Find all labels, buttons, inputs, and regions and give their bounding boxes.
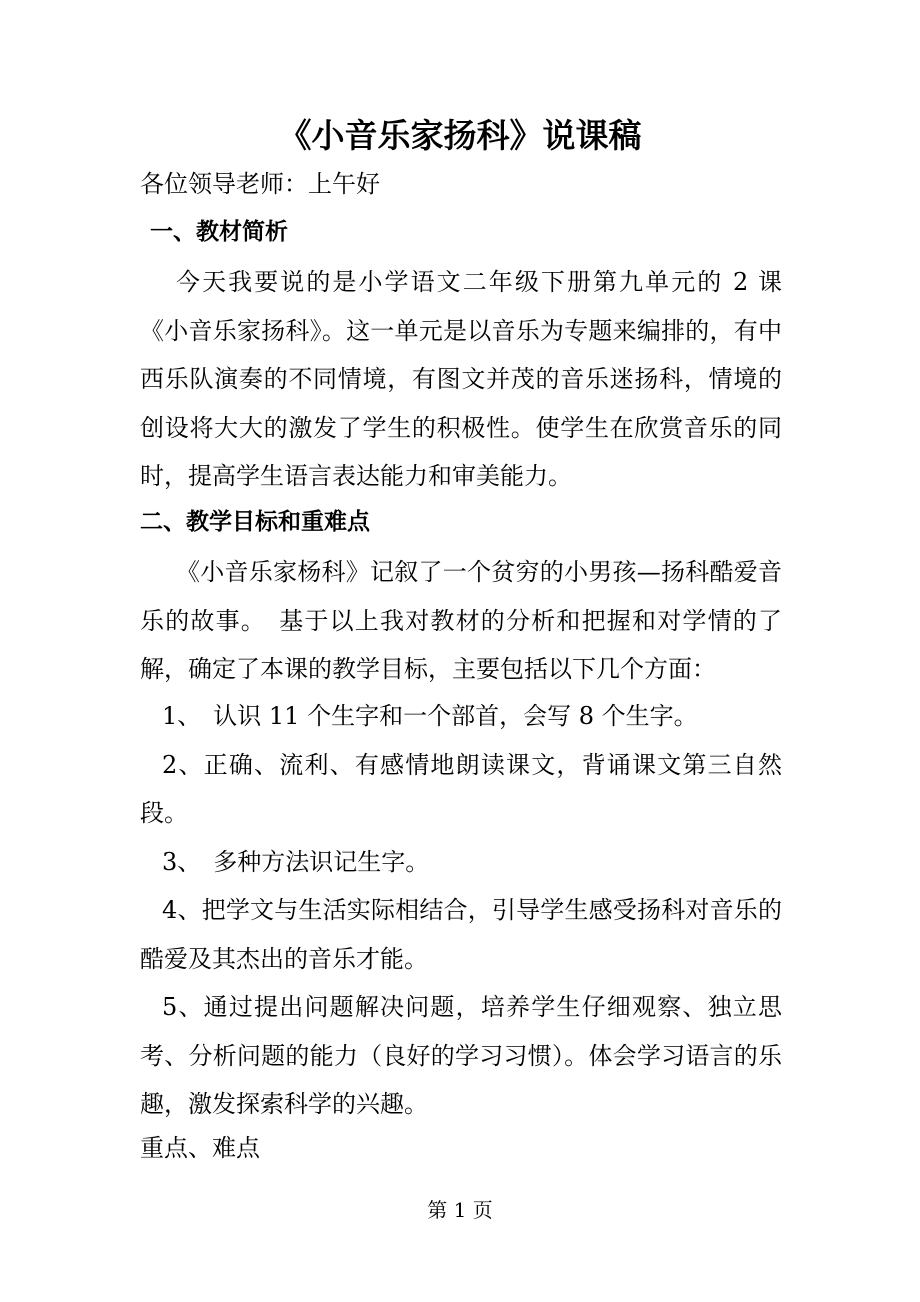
greeting: 各位领导老师：上午好 <box>140 170 380 198</box>
goals-list <box>140 692 782 1129</box>
section-heading-materials: 一、教材简析 <box>150 219 288 245</box>
key-points-label: 重点、难点 <box>140 1134 260 1162</box>
goal-item: 5、通过提出问题解决问题，培养学生仔细观察、独立思考、分析问题的能力（良好的学习习惯）。体会学习语言的乐趣，激发探索科学的兴趣。 <box>140 993 782 1118</box>
section-paragraph-goals: 《小音乐家杨科》记叙了一个贫穷的小男孩—扬科酷爱音乐的故事。 基于以上我对教材的分析和把握和对学情的了解，确定了本课的教学目标，主要包括以下几个方面： <box>140 558 782 683</box>
goal-item: 1、 认识 11 个生字和一个部首，会写 8 个生字。 <box>162 702 698 730</box>
section-heading-goals: 二、教学目标和重难点 <box>140 509 370 535</box>
goal-item: 2、正确、流利、有感情地朗读课文，背诵课文第三自然段。 <box>140 750 782 827</box>
goal-item: 3、 多种方法识记生字。 <box>162 847 430 876</box>
page-title: 《小音乐家扬科》说课稿 <box>278 116 642 155</box>
page-number: 第 1 页 <box>427 1198 493 1222</box>
section-paragraph-materials: 今天我要说的是小学语文二年级下册第九单元的 2 课《小音乐家扬科》。这一单元是以音乐为专题来编排的，有中西乐队演奏的不同情境，有图文并茂的音乐迷扬科，情境的创设将大大的激发了学生的积极性。使学生在欣赏音乐的同时，提高学生语言表达能力和审美能力。 <box>140 268 782 490</box>
goal-item: 4、把学文与生活实际相结合，引导学生感受扬科对音乐的酷爱及其杰出的音乐才能。 <box>140 896 782 973</box>
